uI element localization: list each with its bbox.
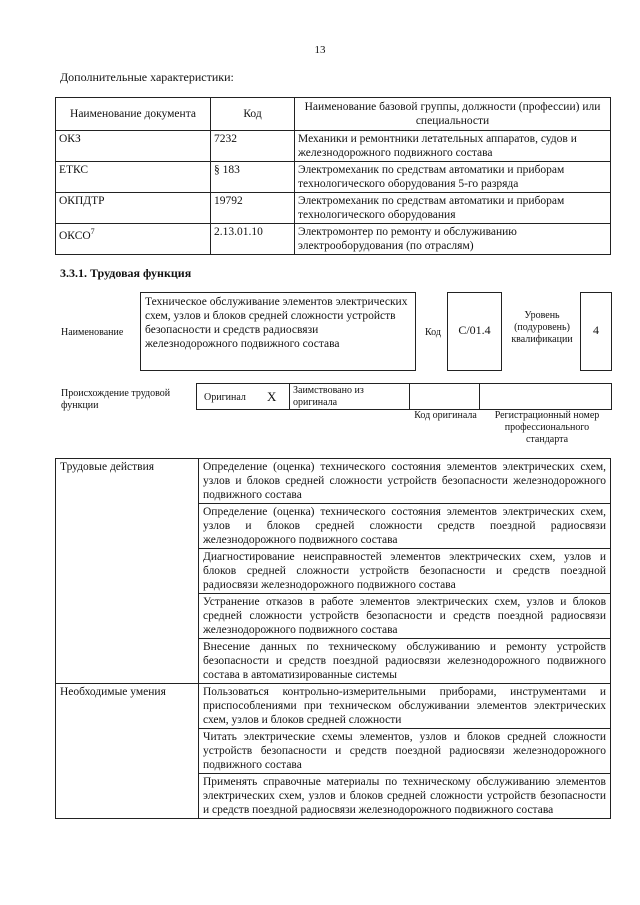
labor-action-item: Определение (оценка) технического состояния элементов электрических схем, узлов и блоков средней сложности средств поездной радиосвязи железнодорожного подвижного состава (199, 504, 611, 549)
additional-characteristics-title: Дополнительные характеристики: (60, 70, 234, 84)
level-label: Уровень (подуровень) квалификации (511, 310, 573, 345)
borrowed-label: Заимствовано из оригинала (293, 385, 364, 408)
page-number: 13 (314, 44, 326, 56)
function-name-box: Техническое обслуживание элементов электрических схем, узлов и блоков средней сложности устройств безопасности и средств радиосвязи железнодорожного подвижного состава (140, 292, 416, 371)
reg-number-caption: Регистрационный номер профессионального стандарта (494, 410, 600, 445)
code-original-caption: Код оригинала (414, 410, 477, 421)
classification-table (55, 97, 611, 255)
table-row (56, 162, 611, 193)
table-row (56, 131, 611, 162)
divider (479, 384, 480, 409)
level-box (580, 292, 612, 371)
group-name-cell: Механики и ремонтники летательных аппаратов, судов и железнодорожного подвижного состава (295, 131, 611, 162)
code-cell: 2.13.01.10 (211, 224, 295, 255)
skill-item: Пользоваться контрольно-измерительными приборами, инструментами и приспособлениями при техническом обслуживании элементов электрических схем, узлов и блоков средней сложности (199, 684, 611, 729)
footnote-mark: 7 (90, 227, 95, 236)
origin-row (196, 383, 612, 410)
name-label: Наименование (61, 327, 124, 338)
skill-item: Применять справочные материалы по техническому обслуживанию элементов электрических схем, узлов и блоков средней сложности устройств безопасности и средств поездной радиосвязи железнодорожного подвижного состава (199, 774, 611, 819)
header-document: Наименование документа (56, 98, 211, 131)
doc-name: ОКСО (59, 229, 91, 242)
group-name-cell: Электромонтер по ремонту и обслуживанию электрооборудования (по отраслям) (295, 224, 611, 255)
labor-function-table (55, 458, 611, 819)
table-header-row (56, 98, 611, 131)
table-row (56, 193, 611, 224)
skills-label: Необходимые умения (56, 684, 199, 819)
labor-action-item: Определение (оценка) технического состояния элементов электрических схем, узлов и блоков средней сложности устройств безопасности железнодорожного подвижного состава (199, 459, 611, 504)
table-row (56, 224, 611, 255)
code-cell: 19792 (211, 193, 295, 224)
doc-cell: ЕТКС (56, 162, 211, 193)
code-value: С/01.4 (458, 323, 491, 337)
doc-cell (56, 224, 211, 255)
header-code: Код (211, 98, 295, 131)
origin-label: Происхождение трудовой функции (61, 388, 171, 411)
code-label: Код (425, 327, 441, 338)
original-mark: X (267, 389, 277, 404)
code-box (447, 292, 502, 371)
divider (289, 384, 290, 409)
labor-action-item: Устранение отказов в работе элементов электрических схем, узлов и блоков средней сложности устройств безопасности и средств поездной радиосвязи железнодорожного подвижного состава (199, 594, 611, 639)
group-name-cell: Электромеханик по средствам автоматики и приборам технологического оборудования 5-го разряда (295, 162, 611, 193)
doc-cell: ОКПДТР (56, 193, 211, 224)
code-cell: 7232 (211, 131, 295, 162)
skill-item: Читать электрические схемы элементов, узлов и блоков средней сложности устройств безопасности и средств поездной радиосвязи железнодорожного подвижного состава (199, 729, 611, 774)
divider (409, 384, 410, 409)
level-value: 4 (593, 323, 599, 337)
table-row (56, 684, 611, 729)
header-group-name: Наименование базовой группы, должности (профессии) или специальности (295, 98, 611, 131)
code-cell: § 183 (211, 162, 295, 193)
original-label: Оригинал (204, 392, 246, 403)
labor-action-item: Внесение данных по техническому обслуживанию и ремонту устройств безопасности и средств поездной радиосвязи железнодорожного подвижного состава в автоматизированные системы (199, 639, 611, 684)
doc-cell: ОКЗ (56, 131, 211, 162)
labor-action-item: Диагностирование неисправностей элементов электрических схем, узлов и блоков средней сложности устройств безопасности и средств поездной радиосвязи железнодорожного подвижного состава (199, 549, 611, 594)
section-title: 3.3.1. Трудовая функция (60, 266, 192, 280)
group-name-cell: Электромеханик по средствам автоматики и приборам технологического оборудования (295, 193, 611, 224)
table-row (56, 459, 611, 504)
labor-actions-label: Трудовые действия (56, 459, 199, 684)
